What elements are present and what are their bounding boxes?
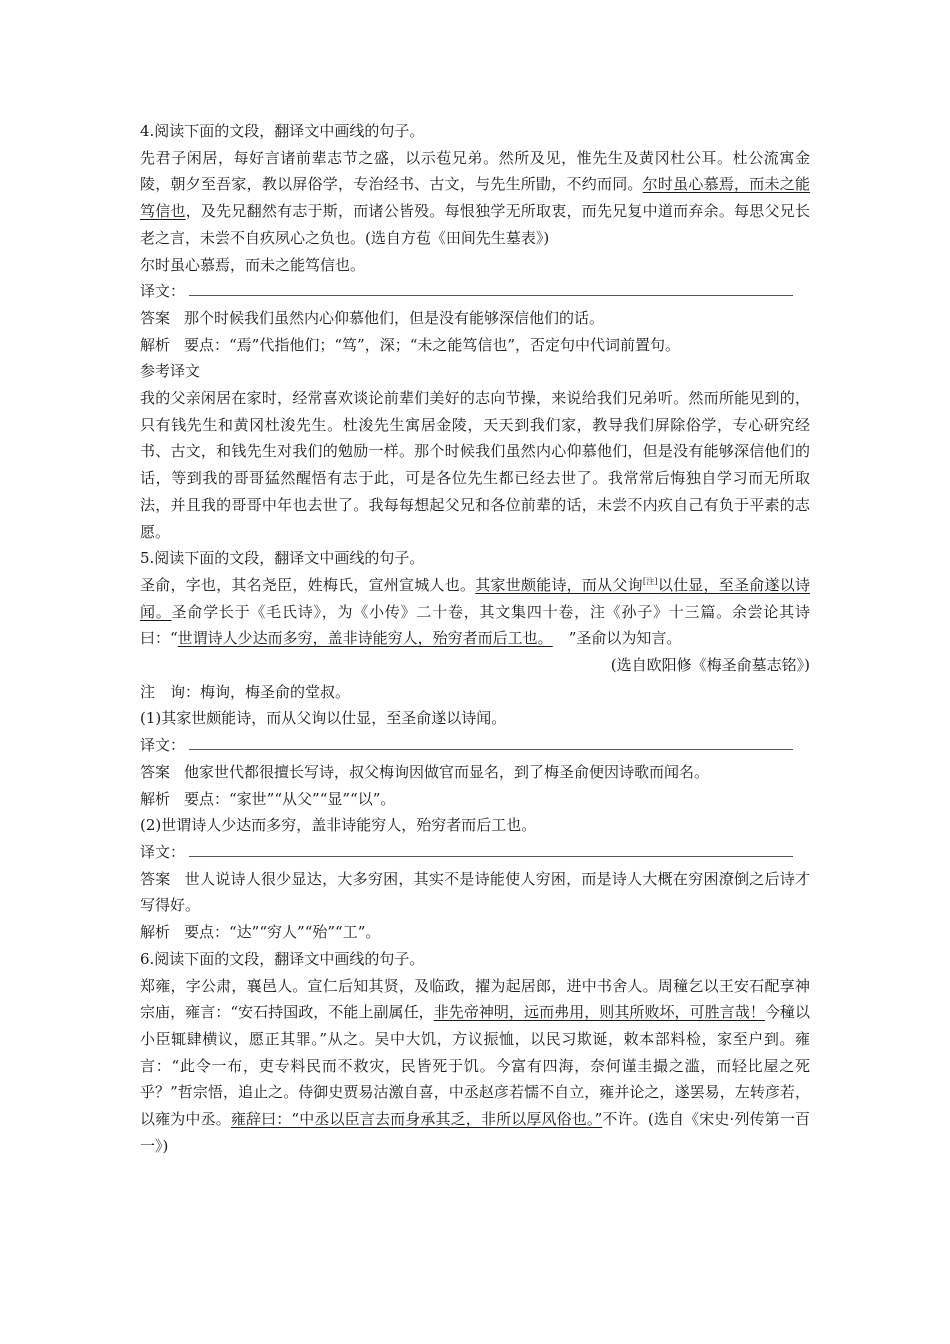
q5-analysis-1 bbox=[140, 786, 810, 813]
q4-reference-label: 参考译文 bbox=[140, 362, 201, 381]
translate-label: 译文： bbox=[140, 842, 186, 861]
q6-underlined-sentence-1: 非先帝神明，远而弗用，则其所败坏，可胜言哉！ bbox=[433, 1003, 765, 1022]
q6-passage-text: 郑雍，字公肃，襄邑人。宣仁后知其贤，及临政，擢为起居郎，进中书舍人。周穜乞以王安石配享神宗庙，雍言：“安石持国政，不能上副属任， bbox=[140, 976, 810, 1022]
answer-label: 答案 bbox=[140, 762, 171, 781]
q5-source: (选自欧阳修《梅圣俞墓志铭》) bbox=[610, 656, 810, 675]
q4-heading: 4.阅读下面的文段，翻译文中画线的句子。 bbox=[140, 122, 425, 140]
q5-analysis-2-text: 要点：“达”“穷人”“殆”“工”。 bbox=[184, 923, 381, 942]
q4-passage-text: 先君子闲居，每好言诸前辈志节之盛，以示苞兄弟。然所及见，惟先生及黄冈杜公耳。杜公流寓金陵，朝夕至吾家，教以屏俗学，专治经书、古文，与先生所勖，不约而同。 bbox=[140, 148, 810, 194]
q6-passage-text-3: 不许。(选自《宋史·列传第一百一》) bbox=[140, 1110, 810, 1155]
q5-passage-text-2: 圣俞学长于《毛氏诗》，为《小传》二十卷，其文集四十卷，注《孙子》十三篇。余尝论其诗曰：“ bbox=[140, 602, 810, 648]
answer-label: 答案 bbox=[140, 869, 171, 888]
q4-analysis bbox=[140, 332, 810, 359]
q4-passage bbox=[140, 145, 810, 252]
q5-translate-row-1 bbox=[140, 732, 810, 759]
q5-heading: 5.阅读下面的文段，翻译文中画线的句子。 bbox=[140, 549, 425, 568]
q5-underline-1a: 其家世颇能诗，而从父询 bbox=[475, 575, 643, 594]
q5-underlined-sentence-2: 世谓诗人少达而多穷，盖非诗能穷人，殆穷者而后工也。 bbox=[177, 629, 553, 648]
q6-passage-text-2: 今穜以小臣辄肆横议，愿正其罪。”从之。吴中大饥，方议振恤，以民习欺诞，敕本部料检，家至户到。雍言：“此令一布，吏专料民而不救灾，民皆死于饥。今富有四海，奈何谨圭撮之滥，而轻比屋之死乎？”哲宗悟，追止之。侍御史贾易沽激自喜，中丞赵彦若懦不自立，雍并论之，遂罢易，左转彦若，以雍为中丞。 bbox=[140, 1003, 810, 1129]
q4-answer bbox=[140, 305, 810, 332]
q5-answer-1-text: 他家世代都很擅长写诗，叔父梅询因做官而显名，到了梅圣俞便因诗歌而闻名。 bbox=[184, 762, 710, 781]
q6-underlined-sentence-2: 雍辞曰：“中丞以臣言去而身承其乏，非所以厚风俗也。” bbox=[230, 1110, 603, 1129]
q4-answer-blank[interactable] bbox=[189, 281, 793, 296]
q5-analysis-2 bbox=[140, 919, 810, 946]
q4-passage-text-2: ，及先兄翻然有志于斯，而诸公皆殁。每恨独学无所取衷，而先兄复中道而弃余。每思父兄长老之言，未尝不自疚夙心之负也。(选自方苞《田间先生墓表》) bbox=[140, 202, 810, 247]
q4-answer-text: 那个时候我们虽然内心仰慕他们，但是没有能够深信他们的话。 bbox=[184, 308, 605, 327]
q4-reference-translation: 我的父亲闲居在家时，经常喜欢谈论前辈们美好的志向节操，来说给我们兄弟听。然而所能见到的，只有钱先生和黄冈杜浚先生。杜浚先生寓居金陵，天天到我们家，教导我们屏除俗学，专心研究经书、古文，和钱先生对我们的勉励一样。那个时候我们虽然内心仰慕他们，但是没有能够深信他们的话，等到我的哥哥猛然醒悟有志于此，可是各位先生都已经去世了。我常常后悔独自学习而无所取法，并且我的哥哥中年也去世了。我每每想起父兄和各位前辈的话，未尝不内疚自己有负于平素的志愿。 bbox=[140, 389, 810, 541]
q5-answer-2-text: 世人说诗人很少显达，大多穷困，其实不是诗能使人穷困，而是诗人大概在穷困潦倒之后诗才写得好。 bbox=[140, 869, 810, 915]
q5-passage-text-3: ”圣俞以为知言。 bbox=[568, 629, 682, 648]
q5-translate-row-2 bbox=[140, 839, 810, 866]
q5-answer-2 bbox=[140, 866, 810, 919]
document-page bbox=[140, 118, 810, 1159]
answer-label: 答案 bbox=[140, 308, 171, 327]
q4-sentence: 尔时虽心慕焉，而未之能笃信也。 bbox=[140, 255, 366, 274]
q4-analysis-text: 要点：“焉”代指他们；“笃”，深；“未之能笃信也”，否定句中代词前置句。 bbox=[184, 335, 681, 354]
q5-passage bbox=[140, 572, 810, 652]
q5-sentence-2: (2)世谓诗人少达而多穷，盖非诗能穷人，殆穷者而后工也。 bbox=[140, 816, 537, 835]
q5-sentence-1: (1)其家世颇能诗，而从父询以仕显，至圣俞遂以诗闻。 bbox=[140, 709, 507, 728]
translate-label: 译文： bbox=[140, 282, 186, 301]
q5-passage-text: 圣俞，字也，其名尧臣，姓梅氏，宣州宣城人也。 bbox=[140, 575, 476, 594]
translate-label: 译文： bbox=[140, 736, 186, 755]
q5-answer-1 bbox=[140, 759, 810, 786]
q5-answer-blank-1[interactable] bbox=[189, 735, 793, 750]
q6-heading: 6.阅读下面的文段，翻译文中画线的句子。 bbox=[140, 949, 425, 968]
q5-answer-blank-2[interactable] bbox=[189, 842, 793, 857]
q6-passage bbox=[140, 973, 810, 1160]
analysis-label: 解析 bbox=[140, 335, 171, 354]
q5-underline-1b: 以仕显，至圣俞遂以诗闻。 bbox=[140, 575, 810, 621]
q5-note: 注 询：梅询，梅圣俞的堂叔。 bbox=[140, 682, 351, 701]
q4-translate-row bbox=[140, 278, 810, 305]
note-marker: [注] bbox=[642, 576, 658, 586]
q5-analysis-1-text: 要点：“家世”“从父”“显”“以”。 bbox=[184, 789, 396, 808]
analysis-label: 解析 bbox=[140, 789, 171, 808]
q4-underlined-sentence: 尔时虽心慕焉，而未之能笃信也 bbox=[140, 175, 810, 221]
analysis-label: 解析 bbox=[140, 923, 171, 942]
